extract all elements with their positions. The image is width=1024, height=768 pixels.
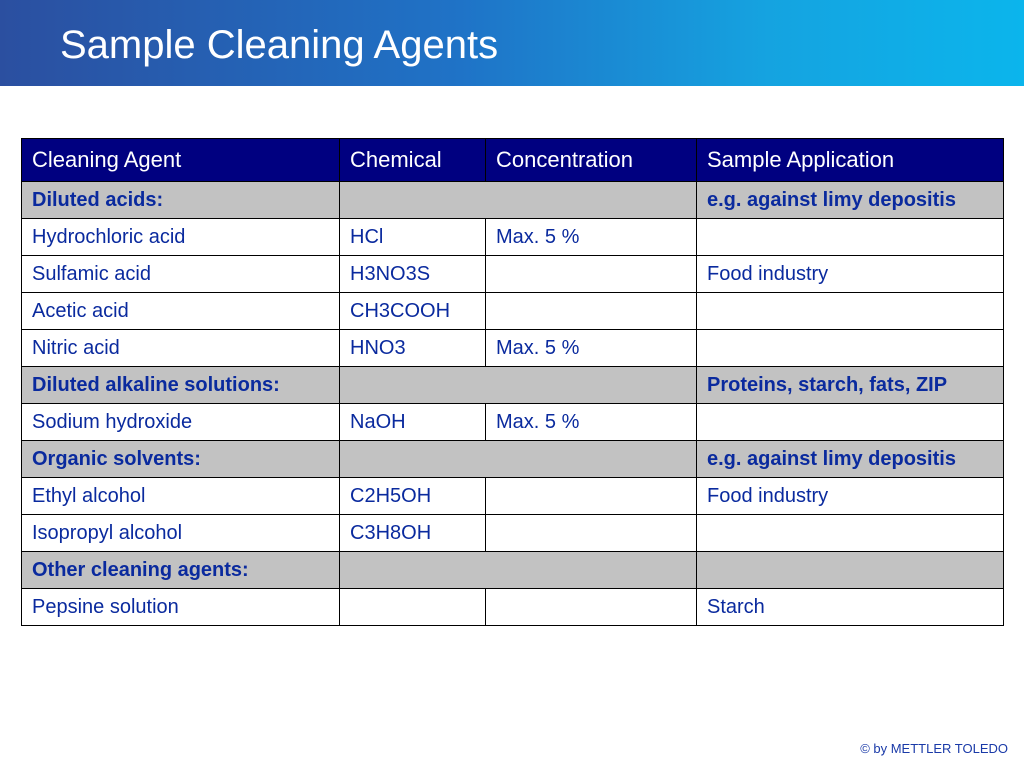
table-header-row xyxy=(22,139,1004,182)
table-row xyxy=(22,293,1004,330)
table-row xyxy=(22,478,1004,515)
cell-sample-application: e.g. against limy depositis xyxy=(697,182,1004,219)
cell-sample-application: Starch xyxy=(697,589,1004,626)
title-bar xyxy=(0,0,1024,86)
cell-cleaning-agent: Acetic acid xyxy=(22,293,340,330)
cell-empty-merged xyxy=(340,552,697,589)
cell-concentration: Max. 5 % xyxy=(486,330,697,367)
table-body xyxy=(22,182,1004,626)
cell-concentration xyxy=(486,293,697,330)
cell-cleaning-agent: Hydrochloric acid xyxy=(22,219,340,256)
cell-category: Organic solvents: xyxy=(22,441,340,478)
cell-cleaning-agent: Nitric acid xyxy=(22,330,340,367)
cell-sample-application: Proteins, starch, fats, ZIP xyxy=(697,367,1004,404)
cell-sample-application xyxy=(697,552,1004,589)
cell-chemical xyxy=(340,589,486,626)
table-group-row xyxy=(22,441,1004,478)
cell-chemical: C3H8OH xyxy=(340,515,486,552)
cell-cleaning-agent: Isopropyl alcohol xyxy=(22,515,340,552)
cell-empty-merged xyxy=(340,367,697,404)
column-header-chemical: Chemical xyxy=(340,139,486,182)
cell-sample-application: Food industry xyxy=(697,478,1004,515)
cell-cleaning-agent: Sodium hydroxide xyxy=(22,404,340,441)
cell-concentration: Max. 5 % xyxy=(486,404,697,441)
cleaning-agents-table xyxy=(21,138,1004,626)
cell-cleaning-agent: Ethyl alcohol xyxy=(22,478,340,515)
cell-category: Other cleaning agents: xyxy=(22,552,340,589)
cell-cleaning-agent: Pepsine solution xyxy=(22,589,340,626)
cell-sample-application: e.g. against limy depositis xyxy=(697,441,1004,478)
cell-empty-merged xyxy=(340,182,697,219)
column-header-cleaning-agent: Cleaning Agent xyxy=(22,139,340,182)
cell-sample-application: Food industry xyxy=(697,256,1004,293)
cell-sample-application xyxy=(697,515,1004,552)
page-title: Sample Cleaning Agents xyxy=(60,23,499,67)
cell-concentration xyxy=(486,589,697,626)
table-group-row xyxy=(22,552,1004,589)
cell-chemical: C2H5OH xyxy=(340,478,486,515)
column-header-concentration: Concentration xyxy=(486,139,697,182)
copyright-notice: © by METTLER TOLEDO xyxy=(860,741,1008,756)
cell-chemical: HNO3 xyxy=(340,330,486,367)
table-row xyxy=(22,330,1004,367)
cell-sample-application xyxy=(697,330,1004,367)
table-row xyxy=(22,404,1004,441)
cell-chemical: CH3COOH xyxy=(340,293,486,330)
table-group-row xyxy=(22,367,1004,404)
table-row xyxy=(22,589,1004,626)
cell-concentration xyxy=(486,256,697,293)
cell-category: Diluted acids: xyxy=(22,182,340,219)
cell-concentration xyxy=(486,515,697,552)
cell-sample-application xyxy=(697,219,1004,256)
table-row xyxy=(22,515,1004,552)
table-row xyxy=(22,256,1004,293)
cell-chemical: H3NO3S xyxy=(340,256,486,293)
cell-chemical: NaOH xyxy=(340,404,486,441)
cell-category: Diluted alkaline solutions: xyxy=(22,367,340,404)
table-row xyxy=(22,219,1004,256)
cell-concentration xyxy=(486,478,697,515)
column-header-sample-application: Sample Application xyxy=(697,139,1004,182)
cell-chemical: HCl xyxy=(340,219,486,256)
cell-concentration: Max. 5 % xyxy=(486,219,697,256)
table-group-row xyxy=(22,182,1004,219)
cell-empty-merged xyxy=(340,441,697,478)
cell-cleaning-agent: Sulfamic acid xyxy=(22,256,340,293)
cell-sample-application xyxy=(697,293,1004,330)
cell-sample-application xyxy=(697,404,1004,441)
